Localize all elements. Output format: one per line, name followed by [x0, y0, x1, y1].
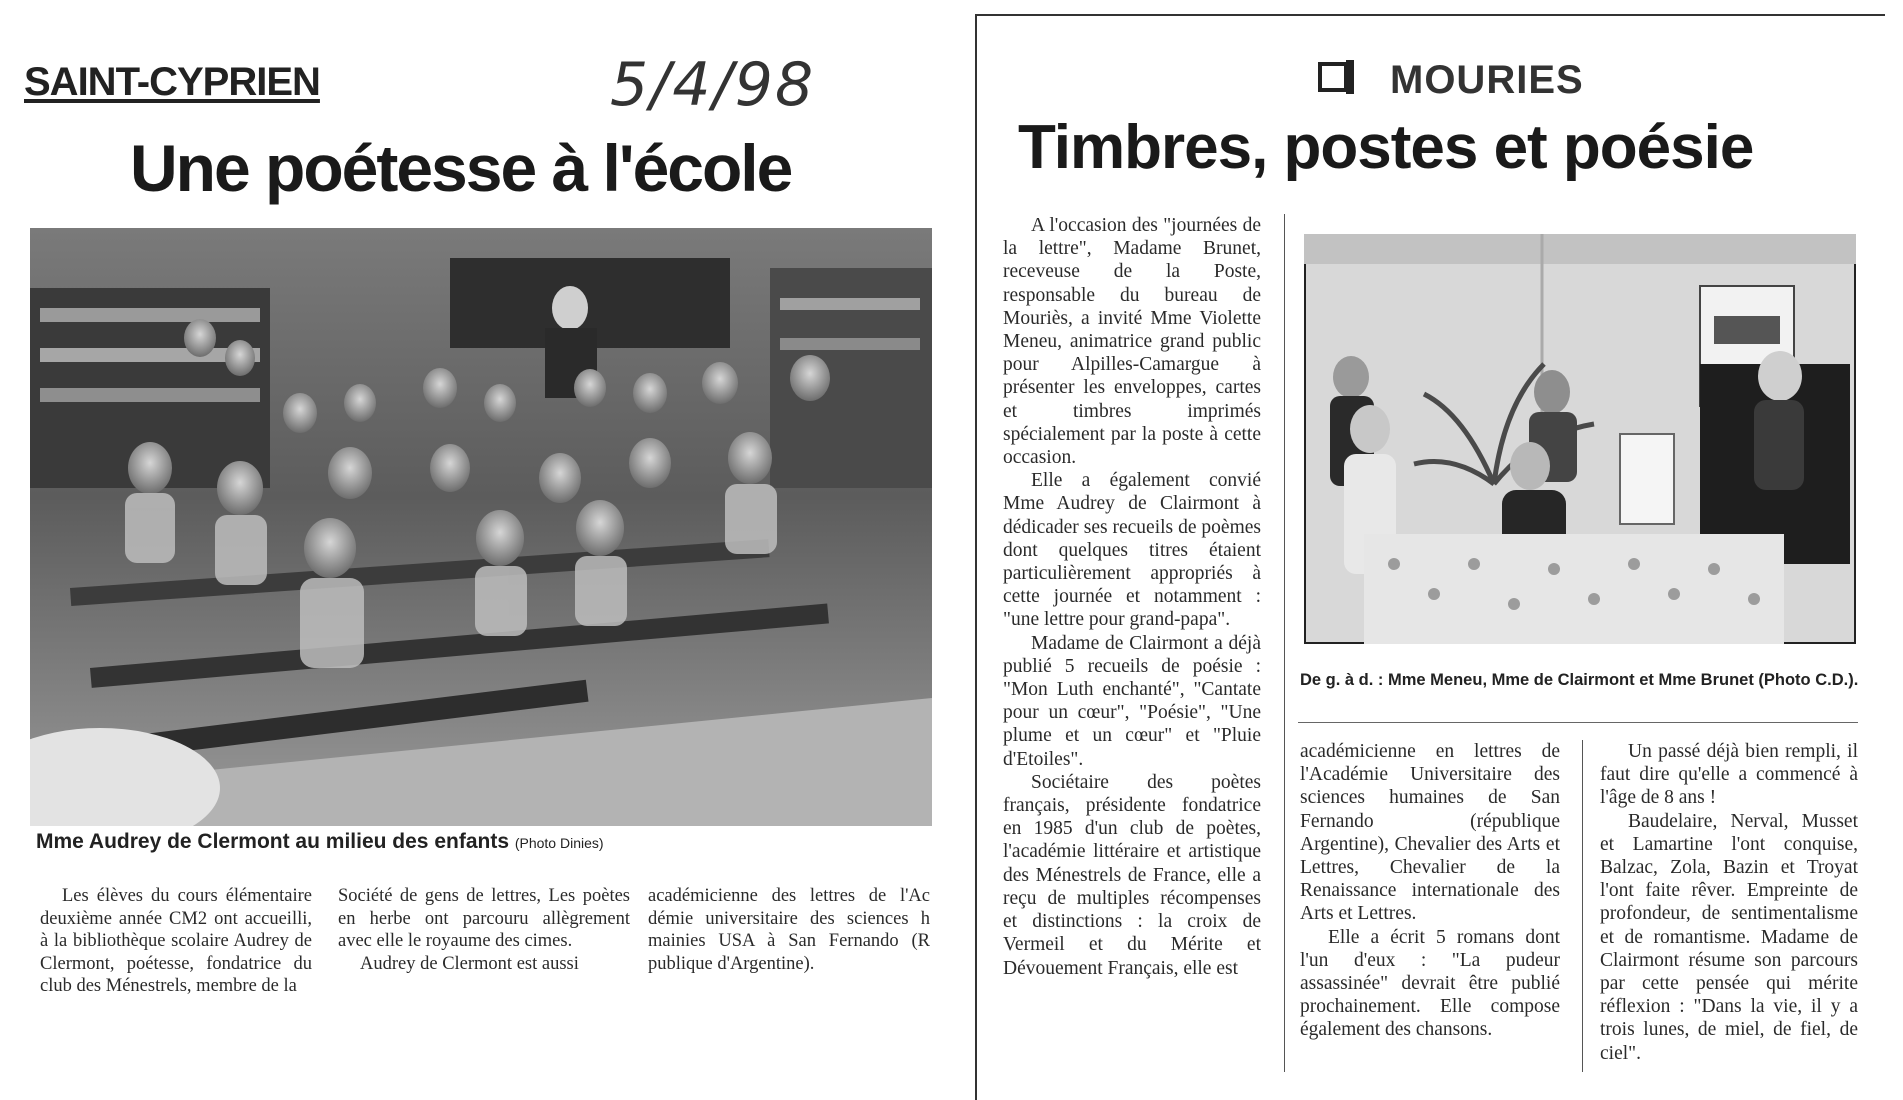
handwritten-date: 5/4/98 [610, 50, 816, 120]
left-kicker: SAINT-CYPRIEN [24, 60, 320, 104]
right-headline: Timbres, postes et poésie [1018, 113, 1754, 182]
caption-divider [1298, 722, 1858, 723]
right-col3-paragraph-2: Baudelaire, Nerval, Musset et Lamartine l'ont conquise, Balzac, Zola, Bazin et Troyat l'ont faite rêver. Empreinte de profondeur, de sentimentalisme et de romantisme. Madame de Clairmont résume son parcours par cette pensée qui mérite réflexion : "Dans la vie, il y a trois lunes, de miel, de fiel, de ciel". [1600, 810, 1858, 1064]
right-body-col-2 [1300, 740, 1560, 1042]
left-col1-paragraph: Les élèves du cours élémentaire deuxième année CM2 ont accueilli, à la bibliothèque scolaire Audrey de Clermont, poétesse, fondatrice du club des Ménestrels, membre de la [40, 886, 312, 996]
left-caption-text: Mme Audrey de Clermont au milieu des enfants [36, 830, 509, 853]
left-body-col-2 [338, 885, 630, 975]
classroom-photo [30, 228, 932, 826]
right-photo-caption: De g. à d. : Mme Meneu, Mme de Clairmont et Mme Brunet (Photo C.D.). [1300, 671, 1859, 689]
left-body-col-3 [648, 885, 930, 975]
right-col1-paragraph-4: Sociétaire des poètes français, présidente fondatrice en 1985 d'un club de poètes, l'académie littéraire et artistique des Ménestrels de France, elle a reçu de multiples récompenses et distinctions : la croix de Vermeil et du Mérite et Dévouement Français, elle est [1003, 771, 1261, 979]
left-photo-caption [36, 830, 604, 854]
checkbox-square-icon [1318, 62, 1348, 92]
left-col3-paragraph: académicienne des lettres de l'Ac démie universitaire des sciences h mainies USA à San Fernando (R publique d'Argentine). [648, 886, 930, 974]
right-col1-paragraph-2: Elle a également convié Mme Audrey de Clairmont à dédicader ses recueils de poèmes dont quelques titres étaient particulièrement appropriés à cette journée et notamment : "une lettre pour grand-papa". [1003, 470, 1261, 631]
column-divider [1284, 214, 1285, 1072]
left-caption-credit: (Photo Dinies) [514, 835, 604, 851]
right-col1-paragraph-3: Madame de Clairmont a déjà publié 5 recueils de poésie : "Mon Luth enchanté", "Cantate pour un cœur", "Poésie", "Une plume et un cœur" et "Pluie d'Etoiles". [1003, 632, 1261, 770]
left-col2-paragraph-1: Société de gens de lettres, Les poètes en herbe ont parcouru allègrement avec elle le royaume des cimes. [338, 886, 630, 951]
column-divider-2 [1582, 740, 1583, 1072]
right-kicker: MOURIES [1390, 58, 1584, 102]
right-body-col-3 [1600, 740, 1858, 1065]
left-body-col-1 [40, 885, 312, 998]
right-col1-paragraph-1: A l'occasion des "journées de la lettre", Madame Brunet, receveuse de la Poste, responsable du bureau de Mouriès, a invité Mme Violette Meneu, animatrice grand public pour Alpilles-Camargue à présenter les enveloppes, cartes et timbres imprimés spécialement par la poste à cette occasion. [1003, 215, 1261, 469]
right-col2-paragraph-1: académicienne en lettres de l'Académie Universitaire des sciences humaines de San Fernando (république Argentine), Chevalier des Arts et Lettres, Chevalier de la Renaissance internationale des Arts et Lettres. [1300, 741, 1560, 925]
post-office-photo [1304, 234, 1856, 644]
left-headline: Une poétesse à l'école [130, 131, 792, 205]
right-body-col-1 [1003, 214, 1261, 980]
left-col2-paragraph-2: Audrey de Clermont est aussi [360, 953, 579, 974]
right-col3-paragraph-1: Un passé déjà bien rempli, il faut dire qu'elle a commencé à l'âge de 8 ans ! [1600, 741, 1858, 809]
right-col2-paragraph-2: Elle a écrit 5 romans dont l'un d'eux : "La pudeur assassinée" devrait être publié prochainement. Elle compose également des chansons. [1300, 926, 1560, 1041]
